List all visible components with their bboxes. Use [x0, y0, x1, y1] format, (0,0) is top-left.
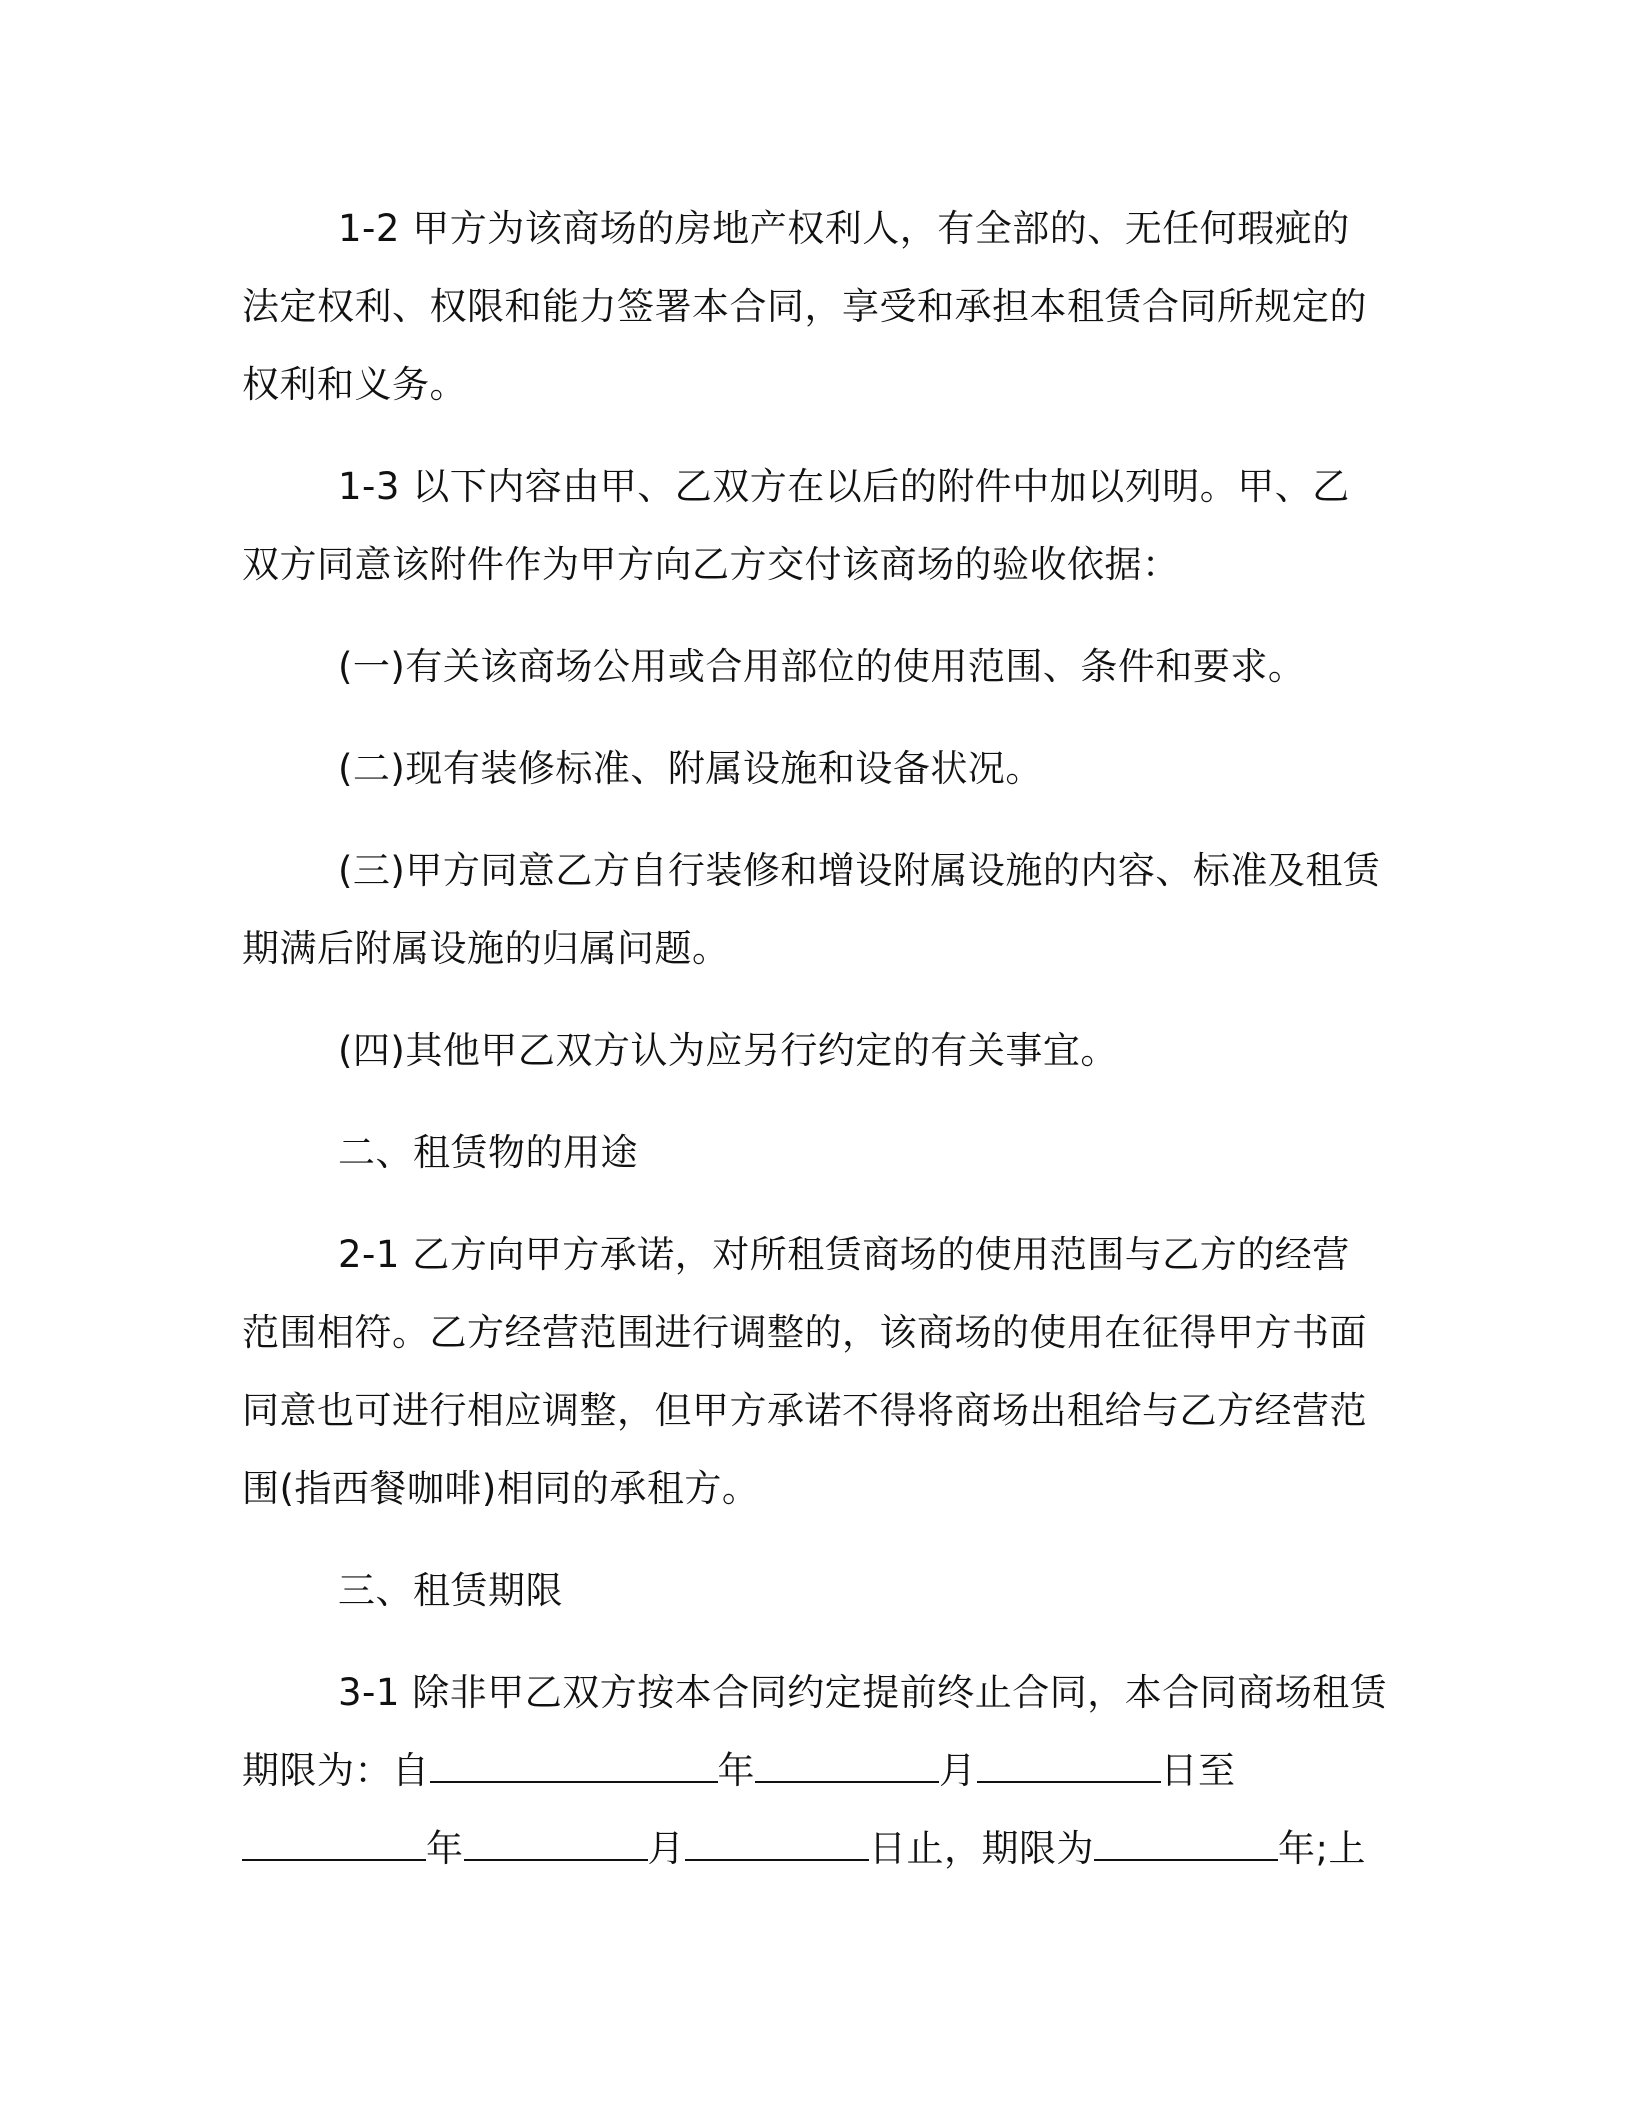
end-month-label: 月 [647, 1827, 685, 1870]
section-heading-3: 三、租赁期限 [338, 1569, 563, 1612]
day-to-label: 日至 [1160, 1749, 1236, 1792]
end-month-blank [464, 1829, 648, 1861]
year-label: 年 [717, 1749, 755, 1792]
term-years-blank [1094, 1829, 1278, 1861]
end-day-label: 日止，期限为 [869, 1827, 1094, 1870]
clause-1-3-item-3: (三)甲方同意乙方自行装修和增设附属设施的内容、标准及租赁期满后附属设施的归属问题。 [242, 849, 1381, 970]
years-label: 年;上 [1278, 1827, 1366, 1870]
end-year-label: 年 [426, 1827, 464, 1870]
clause-3-1-line-1: 3-1 除非甲乙双方按本合同约定提前终止合同，本合同商场租赁 [338, 1671, 1388, 1714]
end-year-blank [242, 1829, 426, 1861]
start-month-blank [755, 1751, 939, 1783]
clause-3-1-line-3 [242, 1810, 1382, 1888]
clause-1-3-item-4: (四)其他甲乙双方认为应另行约定的有关事宜。 [338, 1029, 1118, 1072]
start-day-blank [977, 1751, 1161, 1783]
clause-1-3-item-1: (一)有关该商场公用或合用部位的使用范围、条件和要求。 [338, 645, 1306, 688]
clause-1-3: 1-3 以下内容由甲、乙双方在以后的附件中加以列明。甲、乙双方同意该附件作为甲方向乙方交付该商场的验收依据： [242, 465, 1350, 586]
clause-1-3-item-2: (二)现有装修标准、附属设施和设备状况。 [338, 747, 1043, 790]
clause-2-1: 2-1 乙方向甲方承诺，对所租赁商场的使用范围与乙方的经营范围相符。乙方经营范围进行调整的，该商场的使用在征得甲方书面同意也可进行相应调整，但甲方承诺不得将商场出租给与乙方经营范围(指西餐咖啡)相同的承租方。 [242, 1233, 1367, 1510]
document-page [242, 190, 1388, 1888]
term-label: 期限为：自 [242, 1749, 430, 1792]
month-label: 月 [939, 1749, 977, 1792]
section-heading-2: 二、租赁物的用途 [338, 1131, 638, 1174]
clause-1-2: 1-2 甲方为该商场的房地产权利人，有全部的、无任何瑕疵的法定权利、权限和能力签署本合同，享受和承担本租赁合同所规定的权利和义务。 [242, 207, 1367, 406]
clause-3-1 [242, 1654, 1388, 1888]
end-day-blank [685, 1829, 869, 1861]
start-year-blank [430, 1751, 718, 1783]
clause-3-1-line-2 [242, 1732, 1382, 1810]
